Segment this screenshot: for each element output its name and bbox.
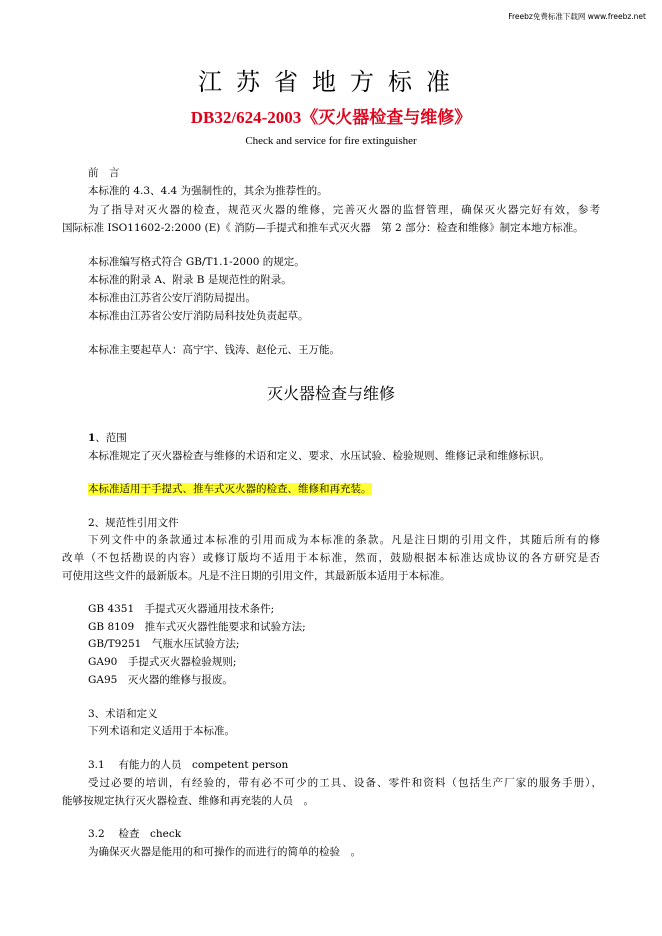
section-3-heading: 3、术语和定义 — [88, 708, 158, 720]
document-title: 江苏省地方标准 — [198, 68, 464, 96]
term-3-1-heading: 3.1 有能力的人员 competent person — [88, 759, 289, 771]
section-1-heading — [88, 431, 127, 446]
reference-item: GA95 灭火器的维修与报废。 — [88, 674, 233, 686]
section-title: 灭火器检查与维修 — [266, 384, 395, 403]
reference-item: GB 8109 推车式灭火器性能要求和试验方法; — [88, 621, 306, 633]
section-3-text: 下列术语和定义适用于本标准。 — [88, 725, 235, 737]
english-title: Check and service for fire extinguisher — [245, 135, 417, 147]
preface-line: 本标准由江苏省公安厅消防局提出。 — [88, 292, 256, 304]
section-2-text: 改单（不包括勘误的内容）或修订版均不适用于本标准，然而，鼓励根据本标准达成协议的各方研究是否 — [62, 552, 600, 564]
preface-line: 本标准由江苏省公安厅消防局科技处负责起草。 — [88, 310, 309, 322]
section-2-text: 可使用这些文件的最新版本。凡是不注日期的引用文件，其最新版本适用于本标准。 — [62, 570, 451, 582]
watermark-text: Freebz免费标准下载网 www.freebz.net — [508, 12, 646, 21]
highlighted-scope-text — [88, 482, 372, 497]
preface-line: 本标准编写格式符合 GB/T1.1-2000 的规定。 — [88, 256, 305, 268]
section-2-heading: 2、规范性引用文件 — [88, 517, 179, 529]
preface-line: 国际标准 ISO11602-2:2000 (E)《 消防—手提式和推车式灭火器 第 2 部分：检查和维修》制定本地方标准。 — [62, 222, 584, 234]
preface-line: 本标准的 4.3、4.4 为强制性的，其余为推荐性的。 — [88, 185, 328, 197]
term-3-2-heading: 3.2 检查 check — [88, 828, 182, 840]
preface-heading: 前 言 — [88, 167, 120, 179]
term-3-1-text: 受过必要的培训，有经验的，带有必不可少的工具、设备、零件和资料（包括生产厂家的服务手册）， — [88, 777, 602, 789]
section-1-text: 本标准规定了灭火器检查与维修的术语和定义、要求、水压试验、检验规则、维修记录和维修标识。 — [88, 450, 550, 462]
reference-item: GB/T9251 气瓶水压试验方法; — [88, 638, 240, 650]
reference-item: GB 4351 手提式灭火器通用技术条件; — [88, 603, 275, 615]
preface-line: 本标准的附录 A、附录 B 是规范性的附录。 — [88, 274, 292, 286]
standard-title: DB32/624-2003《灭火器检查与维修》 — [190, 108, 472, 127]
reference-item: GA90 手提式灭火器检验规则; — [88, 656, 237, 668]
term-3-2-text: 为确保灭火器是能用的和可操作的而进行的简单的检验 。 — [88, 846, 361, 858]
highlight-span: 本标准适用于手提式、推车式灭火器的检查、维修和再充装。 — [88, 483, 372, 495]
term-3-1-text: 能够按规定执行灭火器检查、维修和再充装的人员 。 — [62, 795, 314, 807]
preface-line: 为了指导对灭火器的检查，规范灭火器的维修，完善灭火器的监督管理，确保灭火器完好有效，参考 — [88, 204, 600, 216]
section-2-text: 下列文件中的条款通过本标准的引用而成为本标准的条款。凡是注日期的引用文件，其随后所有的修 — [88, 534, 600, 546]
section-1-number: 1 — [88, 432, 96, 444]
section-1-heading-text: 、范围 — [95, 432, 127, 444]
preface-line: 本标准主要起草人：高宁宇、钱涛、赵伦元、王万能。 — [88, 344, 340, 356]
